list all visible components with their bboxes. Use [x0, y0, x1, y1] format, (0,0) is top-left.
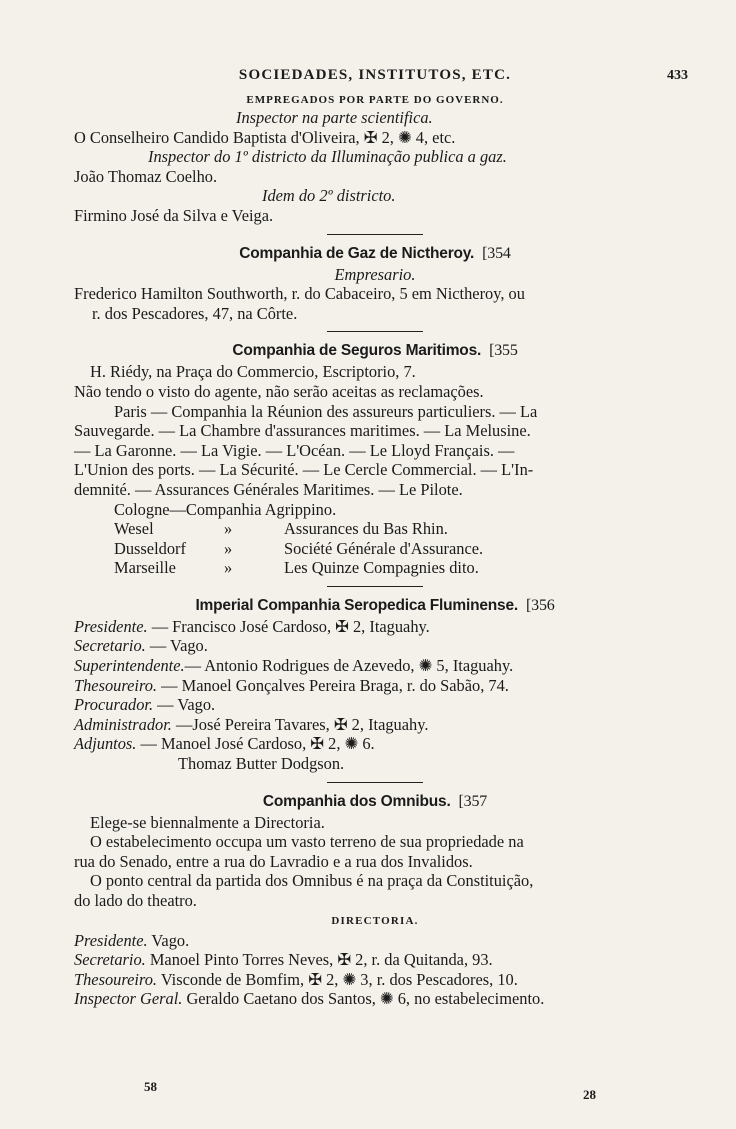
gaz-role: Empresario.	[334, 264, 416, 284]
officer-row	[74, 695, 676, 715]
divider-rule	[327, 234, 423, 235]
omnibus-line: Elege-se biennalmente a Directoria.	[90, 812, 325, 832]
officer-row	[74, 636, 676, 656]
seguros-line: L'Union des ports. — La Sécurité. — Le Cercle Commercial. — L'In-	[74, 460, 534, 480]
seguros-line: — La Garonne. — La Vigie. — L'Océan. — Le Lloyd Français. —	[74, 440, 515, 460]
gov-person-2: João Thomaz Coelho.	[74, 166, 218, 186]
gaz-title-text: Companhia de Gaz de Nictheroy.	[239, 244, 475, 262]
seguros-line: H. Riédy, na Praça do Commercio, Escriptorio, 7.	[90, 362, 416, 382]
officer-name: Vago.	[147, 930, 190, 950]
gaz-line: r. dos Pescadores, 47, na Côrte.	[92, 303, 298, 323]
officer-name: Manoel Pinto Torres Neves, ✠ 2, r. da Quitanda, 93.	[145, 950, 493, 970]
divider-rule	[327, 331, 423, 332]
officer-name: — Francisco José Cardoso, ✠ 2, Itaguahy.	[147, 616, 430, 636]
city-name: Wesel	[114, 519, 154, 539]
seguros-city-row	[74, 519, 676, 539]
ditto-mark: »	[224, 558, 233, 578]
seguros-line: Não tendo o visto do agente, não serão aceitas as reclamações.	[74, 381, 484, 401]
omnibus-section-number: [357	[458, 792, 488, 810]
running-header	[74, 66, 688, 86]
officer-name: — Manoel José Cardoso, ✠ 2, ✺ 6.	[136, 734, 375, 754]
section-seropedica	[74, 595, 676, 774]
gaz-title	[74, 243, 676, 265]
ditto-mark: »	[224, 519, 233, 539]
officer-role: Inspector Geral.	[74, 989, 183, 1009]
divider-rule	[327, 782, 423, 783]
officer-name: — Vago.	[145, 636, 208, 656]
officer-row	[74, 676, 676, 696]
section-gaz	[74, 243, 676, 324]
officer-role: Presidente.	[74, 616, 148, 636]
city-name: Dusseldorf	[114, 538, 186, 558]
officer-row	[74, 734, 676, 754]
officer-row	[74, 970, 676, 990]
header-title: SOCIEDADES, INSTITUTOS, ETC.	[238, 67, 512, 83]
section-gov	[74, 92, 676, 226]
seguros-line: demnité. — Assurances Générales Maritimes. — Le Pilote.	[74, 479, 463, 499]
section-omnibus	[74, 791, 676, 1009]
signature-mark-left: 58	[144, 1079, 157, 1095]
seguros-title-text: Companhia de Seguros Maritimos.	[232, 342, 482, 360]
seguros-title	[74, 340, 676, 362]
section-seguros	[74, 340, 676, 578]
omnibus-line: O estabelecimento occupa um vasto terreno de sua propriedade na	[90, 832, 524, 852]
page-number: 433	[667, 68, 688, 83]
officer-role: Secretario.	[74, 636, 146, 656]
officer-role: Adjuntos.	[74, 734, 137, 754]
signature-mark-right: 28	[583, 1087, 596, 1103]
city-company: Les Quinze Compagnies dito.	[284, 558, 479, 578]
seguros-city-row	[74, 539, 676, 559]
directoria-heading: DIRECTORIA.	[331, 914, 419, 927]
seguros-line: Cologne—Companhia Agrippino.	[114, 499, 337, 519]
seguros-line: Paris — Companhia la Réunion des assureurs particuliers. — La	[114, 401, 538, 421]
officer-role: Thesoureiro.	[74, 969, 158, 989]
city-name: Marseille	[114, 558, 176, 578]
gov-role-2: Inspector do 1º districto da Illuminação publica a gaz.	[148, 147, 507, 167]
gaz-section-number: [354	[482, 244, 511, 262]
officer-name: Geraldo Caetano dos Santos, ✺ 6, no estabelecimento.	[182, 989, 545, 1009]
officer-name: — Vago.	[153, 695, 216, 715]
divider-rule	[327, 586, 423, 587]
omnibus-line: rua do Senado, entre a rua do Lavradio e a rua dos Invalidos.	[74, 851, 473, 871]
gov-role-1: Inspector na parte scientifica.	[236, 108, 433, 127]
seropedica-title	[74, 595, 676, 617]
omnibus-line: O ponto central da partida dos Omnibus é na praça da Constituição,	[90, 871, 534, 891]
officer-role: Secretario.	[74, 950, 146, 970]
omnibus-line: do lado do theatro.	[74, 891, 197, 910]
officer-name: Visconde de Bomfim, ✠ 2, ✺ 3, r. dos Pescadores, 10.	[157, 969, 518, 989]
seguros-section-number: [355	[489, 342, 518, 360]
city-company: Société Générale d'Assurance.	[284, 538, 484, 558]
officer-name: — Manoel Gonçalves Pereira Braga, r. do Sabão, 74.	[157, 675, 509, 695]
gaz-line: Frederico Hamilton Southworth, r. do Cabaceiro, 5 em Nictheroy, ou	[74, 284, 525, 304]
gov-person-3: Firmino José da Silva e Veiga.	[74, 205, 274, 225]
officer-name: —José Pereira Tavares, ✠ 2, Itaguahy.	[171, 714, 429, 734]
gov-heading: EMPREGADOS POR PARTE DO GOVERNO.	[246, 94, 504, 106]
officer-row	[74, 617, 676, 637]
city-company: Assurances du Bas Rhin.	[284, 519, 448, 539]
officer-extra: Thomaz Butter Dodgson.	[178, 754, 345, 774]
omnibus-title-text: Companhia dos Omnibus.	[262, 792, 451, 810]
omnibus-title	[74, 791, 676, 813]
officer-name: — Antonio Rodrigues de Azevedo, ✺ 5, Itaguahy.	[184, 656, 514, 676]
seropedica-section-number: [356	[526, 596, 555, 614]
officer-role: Thesoureiro.	[74, 675, 158, 695]
officer-row	[74, 950, 676, 970]
seropedica-title-text: Imperial Companhia Seropedica Fluminense.	[195, 596, 519, 614]
officer-role: Procurador.	[74, 695, 154, 715]
officer-role: Superintendente.	[74, 656, 185, 676]
officer-row	[74, 931, 676, 951]
gov-person-1: O Conselheiro Candido Baptista d'Oliveira, ✠ 2, ✺ 4, etc.	[74, 127, 456, 147]
officer-row	[74, 656, 676, 676]
officer-row	[74, 989, 676, 1009]
officer-row	[74, 715, 676, 735]
seguros-line: Sauvegarde. — La Chambre d'assurances maritimes. — La Melusine.	[74, 421, 531, 441]
officer-role: Administrador.	[74, 714, 172, 734]
gov-role-3: Idem do 2º districto.	[262, 186, 396, 206]
seguros-city-row	[74, 558, 676, 578]
officer-role: Presidente.	[74, 930, 148, 950]
ditto-mark: »	[224, 538, 233, 558]
